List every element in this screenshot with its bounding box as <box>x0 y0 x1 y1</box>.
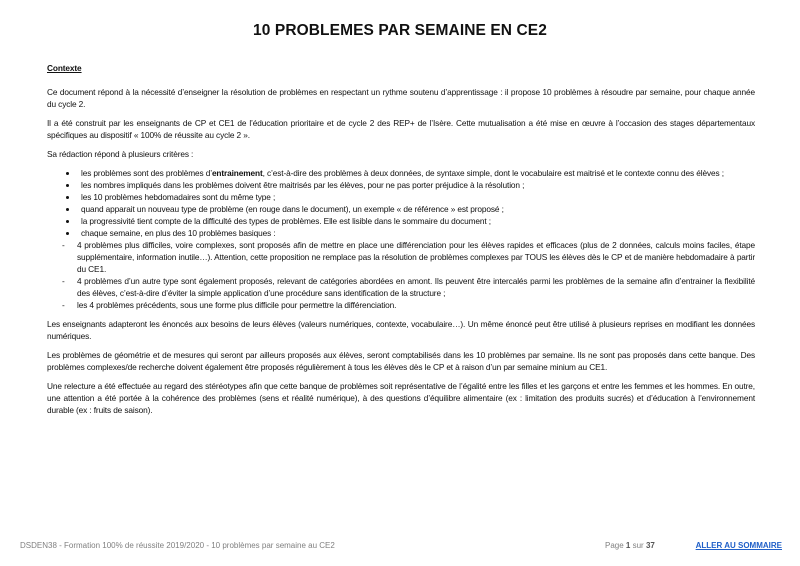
paragraph: Une relecture a été effectuée au regard des stéréotypes afin que cette banque de problèmes soit représentative de l’égalité entre les filles et les garçons et entre les femmes et les hommes. En outre, une attention a été portée à la cohérence des problèmes (sens et réalité numérique), à des questions d’équilibre alimentaire (ex : limitation des produits sucrés) et d’éducation à l’environnement durable (ex : fruits de saison). <box>47 381 755 415</box>
summary-link[interactable]: ALLER AU SOMMAIRE <box>695 541 782 550</box>
list-item: les nombres impliqués dans les problèmes doivent être maitrisés par les élèves, pour ne pas porter préjudice à la résolution ; <box>47 179 755 191</box>
paragraph: Les problèmes de géométrie et de mesures qui seront par ailleurs proposés aux élèves, seront comptabilisés dans les 10 problèmes par semaine. Ils ne sont pas proposés dans cette banque. Des problèmes complexes/de recherche doivent également être proposés régulièrement à tous les élèves dès le CP et à raison d’un par semaine minium au CE1. <box>47 350 755 372</box>
footer-text: DSDEN38 - Formation 100% de réussite 2019/2020 - 10 problèmes par semaine au CE2 <box>20 541 335 550</box>
list-item: quand apparait un nouveau type de problème (en rouge dans le document), un exemple « de référence » est proposé ; <box>47 203 755 215</box>
list-item: chaque semaine, en plus des 10 problèmes basiques : <box>47 227 755 239</box>
list-item <box>47 167 755 179</box>
sub-list-item: - 4 problèmes plus difficiles, voire complexes, sont proposés afin de mettre en place une différenciation pour les élèves rapides et efficaces (plus de 2 données, calculs moins faciles, étape supplémentaire, information inutile…). Attention, cette proposition ne remplace pas la résolution de problèmes complexes par TOUS les élèves dès le CP et de manière hebdomadaire à partir du CE1. <box>47 239 755 275</box>
document-title: 10 PROBLEMES PAR SEMAINE EN CE2 <box>253 22 547 39</box>
paragraph: Ce document répond à la nécessité d’enseigner la résolution de problèmes en respectant un rythme soutenu d’apprentissage : il propose 10 problèmes à résoudre par semaine, pour chaque année du cycle 2. <box>47 87 755 109</box>
section-heading: Contexte <box>47 63 82 73</box>
text: , c’est-à-dire des problèmes à deux données, de syntaxe simple, dont le vocabulaire est maitrisé et le contexte connu des élèves ; <box>262 168 724 178</box>
page-current: 1 <box>625 541 631 550</box>
emphasis: entrainement <box>211 168 263 178</box>
page-total: 37 <box>645 541 655 550</box>
page-label: Page <box>605 541 624 550</box>
sub-list-item: - 4 problèmes d’un autre type sont également proposés, relevant de catégories abordées en amont. Ils peuvent être intercalés parmi les problèmes de la semaine afin d’entrainer la flexibilité des élèves, c’est-à-dire d’éviter la simple application d’une procédure sans identification de la structure ; <box>47 275 755 299</box>
document-body <box>47 62 755 423</box>
criteria-list <box>47 167 755 311</box>
list-item: la progressivité tient compte de la difficulté des types de problèmes. Elle est lisible dans le sommaire du document ; <box>47 215 755 227</box>
page-number <box>605 541 655 550</box>
text: les problèmes sont des problèmes d’ <box>81 168 212 178</box>
paragraph: Les enseignants adapteront les énoncés aux besoins de leurs élèves (valeurs numériques, contexte, vocabulaire…). Un même énoncé peut être utilisé à plusieurs reprises en modifiant les données numériques. <box>47 319 755 341</box>
sub-list-item: - les 4 problèmes précédents, sous une forme plus difficile pour permettre la différenciation. <box>47 299 755 311</box>
paragraph: Sa rédaction répond à plusieurs critères : <box>47 149 194 159</box>
list-item: les 10 problèmes hebdomadaires sont du même type ; <box>47 191 755 203</box>
paragraph: Il a été construit par les enseignants de CP et CE1 de l’éducation prioritaire et de cycle 2 des REP+ de l’Isère. Cette mutualisation a été mise en œuvre à l’occasion des stages départementaux spécifiques au dispositif « 100% de réussite au cycle 2 ». <box>47 118 755 140</box>
page-of: sur <box>632 541 644 550</box>
